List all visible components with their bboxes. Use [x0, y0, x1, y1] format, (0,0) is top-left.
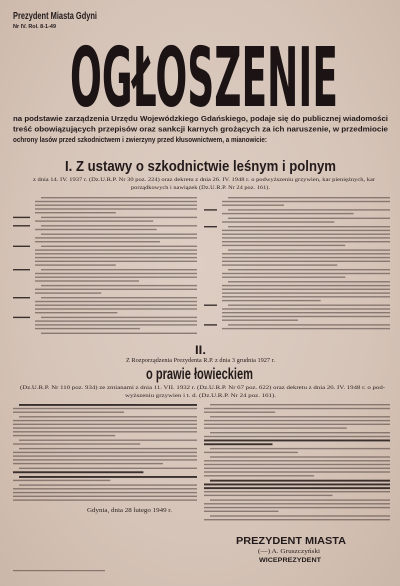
- article-label-line: [13, 269, 30, 270]
- body-text-line: [35, 312, 117, 313]
- body-text-line: [13, 459, 197, 460]
- body-text-line: [19, 416, 197, 417]
- body-text-line: [222, 241, 390, 242]
- body-text-line: [35, 261, 197, 262]
- body-text-line: [35, 305, 197, 306]
- body-text-line: [41, 285, 197, 286]
- article-label-line: [13, 225, 30, 226]
- body-text-line: [210, 499, 390, 500]
- body-text-line: [13, 435, 115, 436]
- body-text-line: [35, 277, 197, 278]
- section-1-left-column: [13, 197, 197, 334]
- body-text-line: [204, 452, 298, 453]
- body-text-line: [35, 229, 157, 230]
- body-text-line: [13, 420, 197, 421]
- body-text-line: [228, 218, 390, 219]
- body-text-line: [35, 264, 116, 265]
- body-text-line: [222, 292, 390, 293]
- body-text-line: [13, 408, 197, 409]
- body-text-line: [204, 440, 390, 442]
- body-text-line: [41, 197, 197, 198]
- body-text-line: [35, 249, 197, 250]
- body-text-line: [210, 448, 390, 449]
- section-1-source: z dnia 14. IV. 1937 r. (Dz.U.R.P. Nr 30 poz. 224) oraz dekretu z dnia 26. IV. 1948 r. o podwyższeniu grzywien, kar pieniężnych, kar: [33, 177, 328, 183]
- body-text-line: [35, 208, 197, 209]
- body-text-line: [228, 305, 390, 306]
- body-text-line: [204, 427, 347, 428]
- body-text-line: [222, 245, 345, 246]
- body-text-line: [204, 519, 390, 520]
- body-text-line: [222, 213, 354, 214]
- body-text-line: [13, 463, 163, 464]
- body-text-line: [210, 515, 390, 516]
- body-text-line: [13, 443, 140, 444]
- body-text-line: [35, 237, 197, 238]
- body-text-line: [204, 471, 390, 472]
- body-text-line: [35, 253, 197, 254]
- body-text-line: [210, 480, 390, 482]
- body-text-line: [13, 452, 197, 453]
- body-text-line: [204, 408, 390, 409]
- body-text-line: [41, 269, 197, 270]
- body-text-line: [204, 460, 390, 461]
- body-text-line: [204, 412, 275, 413]
- body-text-line: [210, 404, 390, 405]
- body-text-line: [35, 273, 197, 274]
- body-text-line: [210, 416, 390, 417]
- body-text-line: [13, 499, 197, 500]
- body-text-line: [222, 205, 284, 206]
- body-text-line: [41, 297, 197, 298]
- section-2-left-column: [13, 404, 197, 501]
- intro-line: na podstawie zarządzenia Urzędu Wojewódzkiego Gdańskiego, podaje się do publicznej wiadomości: [13, 114, 389, 123]
- body-text-line: [13, 496, 197, 497]
- signature: (—) A. Gruszczyński: [258, 549, 310, 555]
- printer-imprint: [13, 570, 105, 571]
- body-text-line: [204, 443, 273, 445]
- body-text-line: [222, 328, 390, 329]
- body-text-line: [204, 507, 390, 508]
- section-2-source: (Dz.U.R.P. Nr 110 poz. 934) ze zmianami z dnia 11. VII. 1932 r. (Dz.U.R.P. Nr 67 poz. 622) oraz dekretu z dnia 26. IV. 1948 r. o pod-: [20, 385, 320, 391]
- body-text-line: [210, 432, 390, 433]
- article-label-line: [13, 317, 30, 318]
- article-label-line: [204, 226, 217, 227]
- body-text-line: [222, 320, 298, 321]
- body-text-line: [19, 476, 197, 478]
- section-1-heading: I. Z ustawy o szkodnictwie leśnym i polnym: [65, 158, 336, 175]
- body-text-line: [13, 492, 197, 493]
- body-text-line: [35, 320, 197, 321]
- intro-line: ochrony lasów przed szkodnictwem i zwierzyny przed kłusownictwem, a mianowicie:: [13, 135, 267, 144]
- body-text-line: [13, 471, 143, 473]
- body-text-line: [13, 424, 197, 425]
- body-text-line: [13, 488, 197, 489]
- body-text-line: [228, 249, 390, 250]
- body-text-line: [222, 253, 390, 254]
- body-text-line: [19, 484, 197, 485]
- body-text-line: [222, 264, 337, 265]
- body-text-line: [222, 289, 390, 290]
- body-text-line: [19, 404, 197, 406]
- body-text-line: [204, 420, 390, 421]
- body-text-line: [204, 511, 278, 512]
- body-text-line: [222, 285, 390, 286]
- body-text-line: [41, 317, 197, 318]
- body-text-line: [222, 308, 390, 309]
- body-text-line: [228, 226, 390, 227]
- body-text-line: [204, 468, 390, 469]
- reference-number: Nr IV. Rol. 8-1-49: [13, 24, 56, 30]
- body-text-line: [35, 292, 101, 293]
- body-text-line: [222, 257, 390, 258]
- body-text-line: [35, 201, 197, 202]
- body-text-line: [222, 234, 390, 235]
- body-text-line: [204, 484, 390, 486]
- body-text-line: [204, 503, 390, 504]
- body-text-line: [41, 234, 197, 235]
- body-text-line: [210, 456, 390, 457]
- body-text-line: [35, 301, 197, 302]
- body-text-line: [222, 312, 390, 313]
- body-text-line: [35, 241, 160, 242]
- article-label-line: [204, 324, 217, 325]
- article-label-line: [13, 217, 30, 218]
- imprint-line: [13, 570, 105, 571]
- body-text-line: [228, 269, 390, 270]
- body-text-line: [222, 221, 334, 222]
- body-text-line: [204, 424, 390, 425]
- body-text-line: [222, 230, 390, 231]
- body-text-line: [222, 300, 321, 301]
- body-text-line: [13, 427, 197, 428]
- body-text-line: [222, 201, 390, 202]
- page-title: OGŁOSZENIE: [70, 31, 338, 126]
- body-text-line: [19, 440, 197, 441]
- body-text-line: [41, 217, 197, 218]
- body-text-line: [35, 212, 116, 213]
- signatory-title: PREZYDENT MIASTA: [236, 536, 346, 547]
- body-text-line: [204, 491, 390, 492]
- body-text-line: [35, 289, 197, 290]
- article-label-line: [204, 305, 217, 306]
- body-text-line: [35, 280, 139, 281]
- body-text-line: [228, 324, 390, 325]
- body-text-line: [222, 316, 390, 317]
- body-text-line: [13, 412, 124, 413]
- body-text-line: [222, 277, 345, 278]
- body-text-line: [222, 237, 390, 238]
- intro-line: treść obowiązujących przepisów oraz sankcji karnych grożących za ich naruszenie, w przedmiocie: [13, 124, 388, 134]
- section-1-source: porządkowych i nawiązek (Dz.U.R.P. Nr 24 poz. 161).: [131, 185, 254, 191]
- issuing-authority: Prezydent Miasta Gdyni: [13, 11, 98, 22]
- body-text-line: [35, 308, 197, 309]
- body-text-line: [19, 448, 197, 449]
- body-text-line: [222, 261, 390, 262]
- body-text-line: [13, 455, 197, 456]
- section-2-numeral: II.: [195, 343, 206, 357]
- section-2-preface: Z Rozporządzenia Prezydenta R.P. z dnia 3 grudnia 1927 r.: [126, 358, 276, 364]
- section-1-right-column: [204, 197, 390, 329]
- section-2-heading: o prawie łowieckiem: [146, 366, 253, 383]
- body-text-line: [19, 468, 197, 469]
- body-text-line: [41, 225, 197, 226]
- body-text-line: [228, 209, 390, 210]
- body-text-line: [204, 436, 390, 437]
- place-and-date: Gdynia, dnia 28 lutego 1949 r.: [87, 507, 173, 514]
- body-text-line: [204, 487, 390, 489]
- body-text-line: [204, 464, 390, 465]
- article-label-line: [13, 297, 30, 298]
- body-text-line: [35, 324, 197, 325]
- body-text-line: [35, 220, 153, 221]
- body-text-line: [41, 246, 197, 247]
- body-text-line: [228, 281, 390, 282]
- body-text-line: [228, 197, 390, 198]
- body-text-line: [222, 296, 390, 297]
- body-text-line: [35, 328, 140, 329]
- article-label-line: [13, 246, 30, 247]
- body-text-line: [13, 431, 197, 432]
- body-text-line: [222, 273, 390, 274]
- body-text-line: [13, 480, 110, 481]
- body-text-line: [204, 475, 314, 476]
- signatory-role: WICEPREZYDENT: [259, 558, 322, 564]
- body-text-line: [35, 205, 197, 206]
- body-text-line: [35, 257, 197, 258]
- article-label-line: [204, 209, 217, 210]
- body-text-line: [204, 495, 333, 496]
- section-2-source: wyższeniu grzywien i t. d. (Dz.U.R.P. Nr 24 poz. 161).: [125, 393, 248, 399]
- body-text-line: [41, 333, 197, 334]
- section-2-right-column: [204, 404, 390, 520]
